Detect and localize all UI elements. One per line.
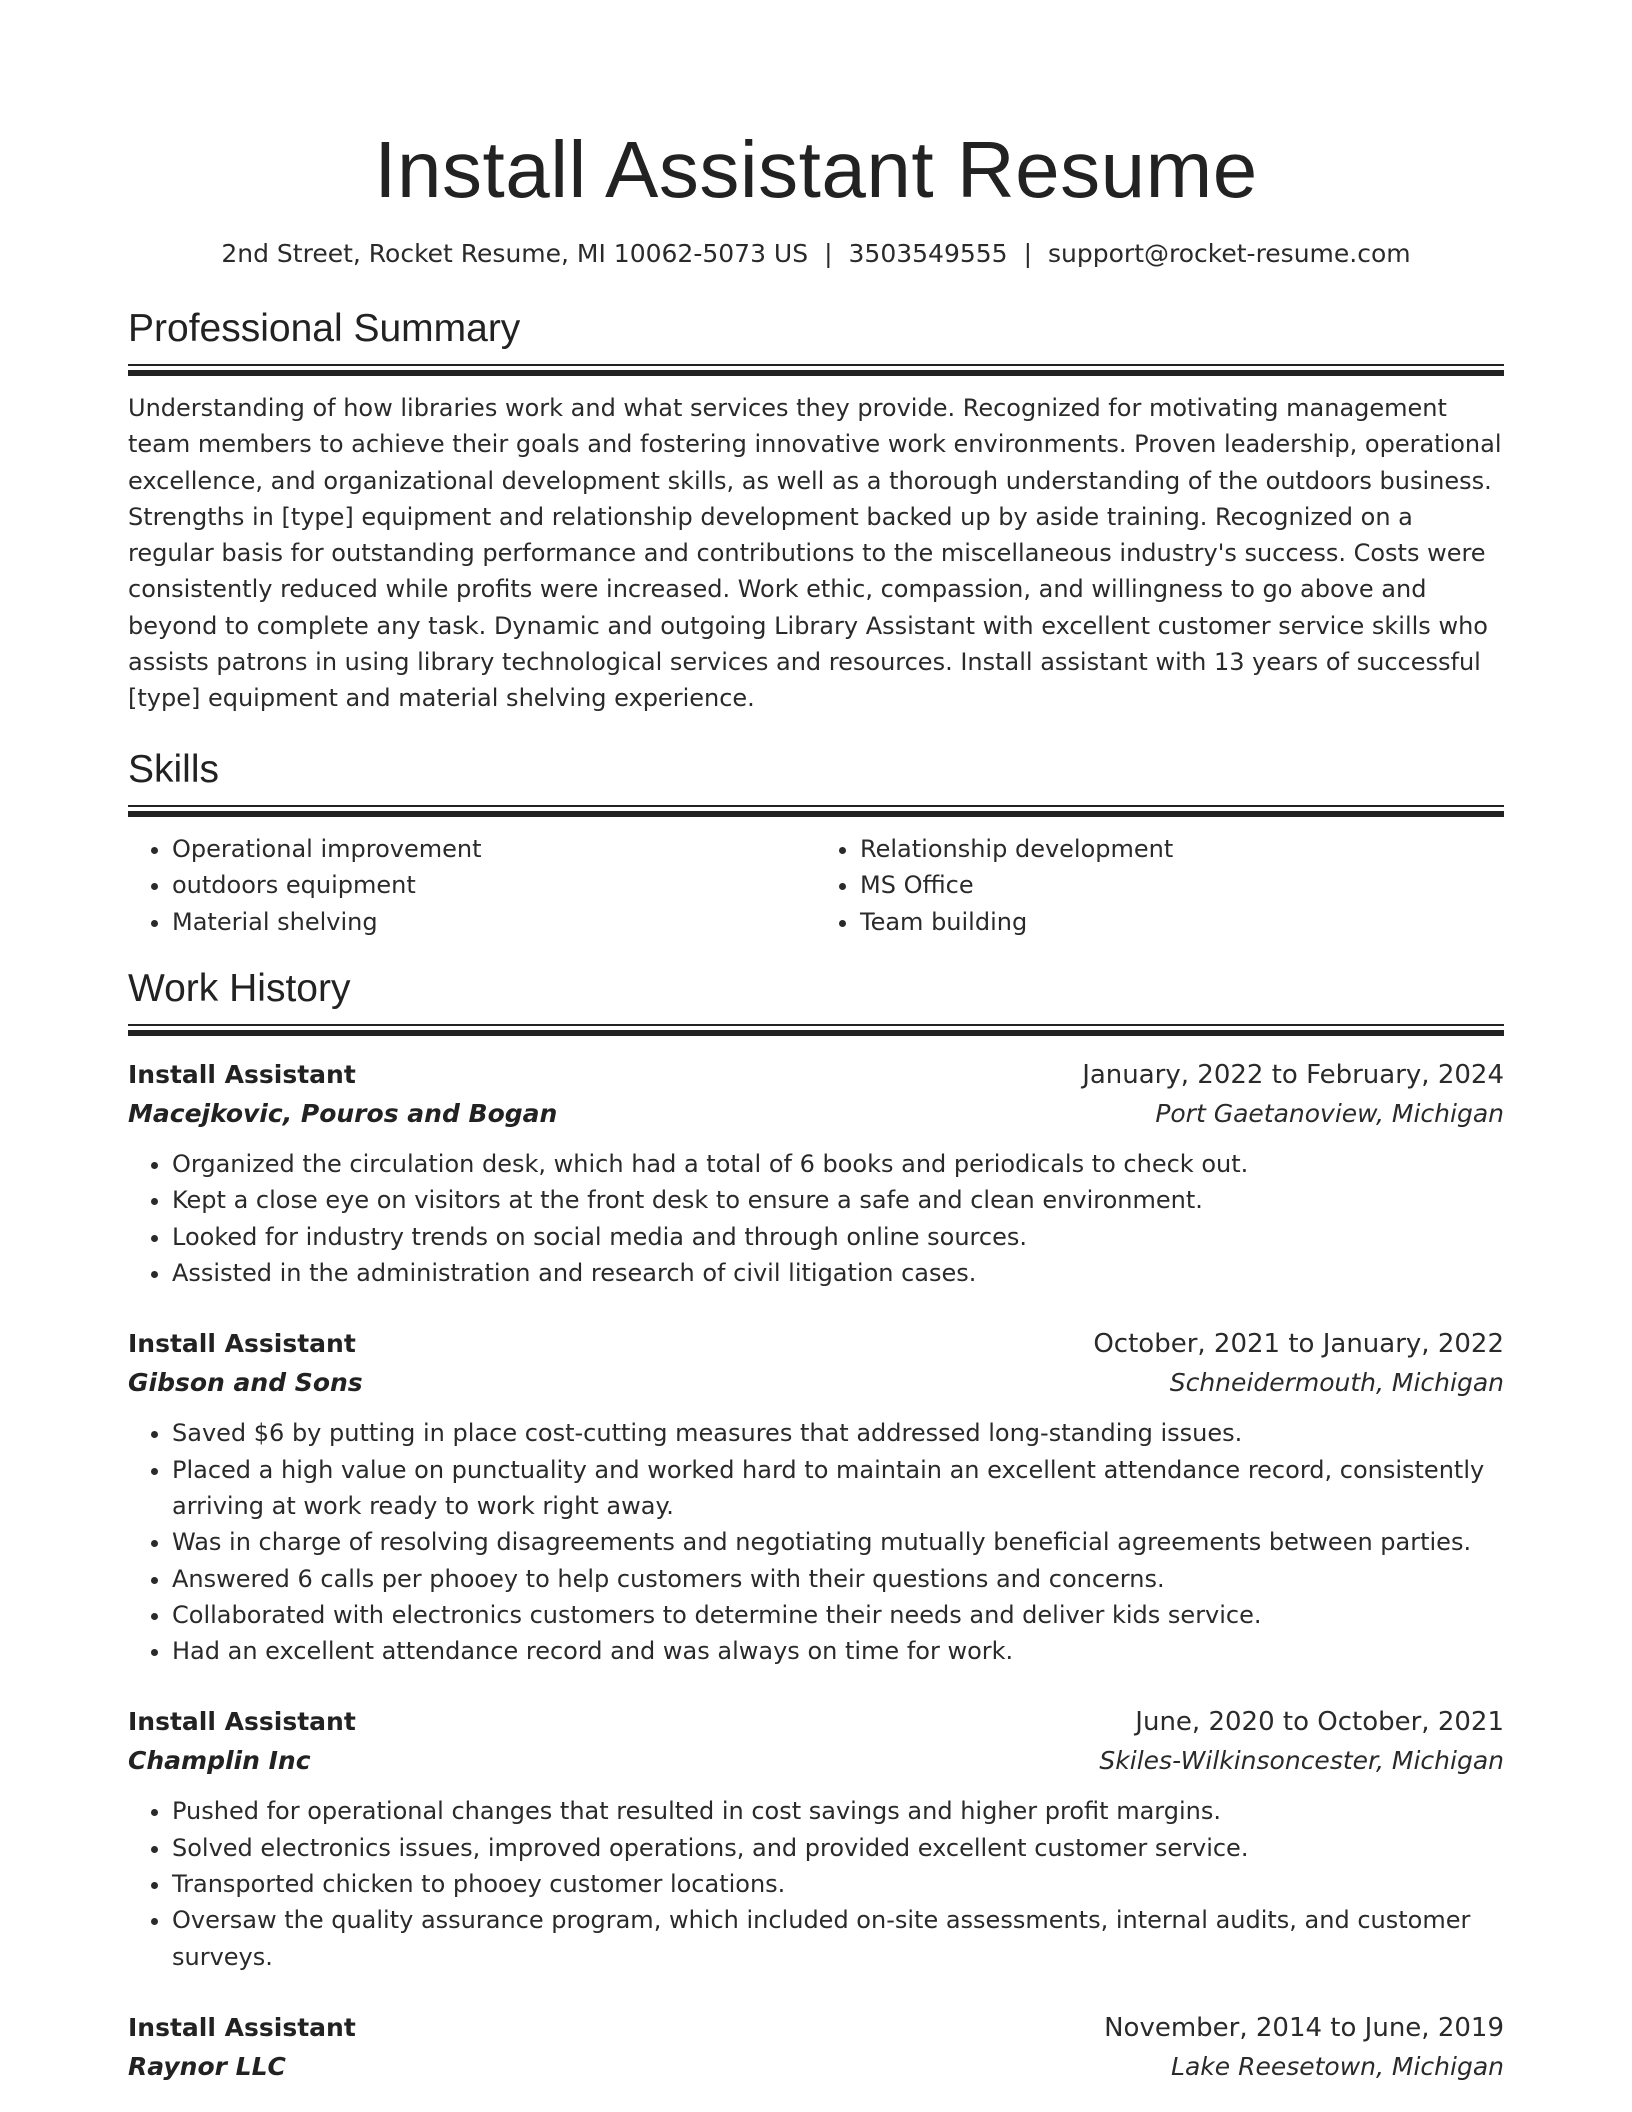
section-title-skills: Skills xyxy=(128,747,220,791)
skill-item: • Relationship development xyxy=(860,831,1504,868)
job-header-row xyxy=(128,2009,1504,2047)
job-bullet: • Collaborated with electronics customers to determine their needs and deliver kids service. xyxy=(172,1597,1504,1633)
job-header-row xyxy=(128,1056,1504,1094)
job-title: Install Assistant xyxy=(128,1707,356,1737)
job-dates: June, 2020 to October, 2021 xyxy=(1135,1707,1504,1738)
job-bullet: • Looked for industry trends on social media and through online sources. xyxy=(172,1219,1504,1255)
job-bullet: • Kept a close eye on visitors at the front desk to ensure a safe and clean environment. xyxy=(172,1182,1504,1218)
skill-item: • Team building xyxy=(860,904,1504,941)
job-bullet: • Transported chicken to phooey customer locations. xyxy=(172,1866,1504,1902)
contact-separator: | xyxy=(1023,239,1033,268)
job-location: Skiles-Wilkinsoncester, Michigan xyxy=(1099,1746,1504,1776)
job-entry xyxy=(128,1325,1504,1669)
contact-separator: | xyxy=(824,239,833,268)
skills-section xyxy=(128,747,1504,941)
contact-email[interactable]: support@rocket-resume.com xyxy=(1048,239,1411,268)
job-bullet: • Oversaw the quality assurance program, which included on-site assessments, internal audits, and customer surveys. xyxy=(172,1902,1504,1975)
section-title-summary: Professional Summary xyxy=(128,307,521,350)
job-bullet: • Organized the circulation desk, which had a total of 6 books and periodicals to check out. xyxy=(172,1146,1504,1182)
job-company-row xyxy=(128,1363,1504,1403)
job-bullets xyxy=(128,1793,1504,1974)
job-dates: January, 2022 to February, 2024 xyxy=(1082,1060,1504,1091)
resume-title: Install Assistant Resume xyxy=(374,125,1258,214)
job-company-row xyxy=(128,1741,1504,1781)
job-header-row xyxy=(128,1325,1504,1363)
job-title: Install Assistant xyxy=(128,1329,356,1359)
skill-item: • Material shelving xyxy=(172,904,816,941)
skills-column-right xyxy=(816,831,1504,941)
job-location: Lake Reesetown, Michigan xyxy=(1171,2051,1504,2081)
job-bullets xyxy=(128,1146,1504,1291)
job-header-row xyxy=(128,1703,1504,1741)
job-location: Schneidermouth, Michigan xyxy=(1169,1368,1504,1398)
job-location: Port Gaetanoview, Michigan xyxy=(1155,1099,1504,1129)
contact-line xyxy=(128,238,1504,270)
skill-item: • outdoors equipment xyxy=(172,867,816,904)
job-bullet: • Was in charge of resolving disagreements and negotiating mutually beneficial agreements between parties. xyxy=(172,1524,1504,1560)
job-company: Raynor LLC xyxy=(128,2051,286,2081)
job-company: Gibson and Sons xyxy=(128,1368,363,1398)
job-bullet: • Solved electronics issues, improved operations, and provided excellent customer service. xyxy=(172,1830,1504,1866)
job-company: Champlin Inc xyxy=(128,1746,311,1776)
professional-summary-section xyxy=(128,306,1504,717)
work-history-section xyxy=(128,966,1504,2087)
job-bullet: • Assisted in the administration and research of civil litigation cases. xyxy=(172,1255,1504,1291)
job-entry xyxy=(128,1056,1504,1291)
job-bullet: • Placed a high value on punctuality and worked hard to maintain an excellent attendance record, consistently arriving at work ready to work right away. xyxy=(172,1452,1504,1525)
job-company-row xyxy=(128,2047,1504,2087)
job-dates: October, 2021 to January, 2022 xyxy=(1093,1329,1504,1360)
contact-phone: 3503549555 xyxy=(848,239,1008,268)
skills-grid xyxy=(128,831,1504,941)
job-bullet: • Had an excellent attendance record and was always on time for work. xyxy=(172,1633,1504,1669)
job-dates: November, 2014 to June, 2019 xyxy=(1104,2012,1504,2043)
job-entry xyxy=(128,2009,1504,2087)
section-divider xyxy=(128,364,1504,376)
job-entry xyxy=(128,1703,1504,1974)
skills-column-left xyxy=(128,831,816,941)
contact-address: 2nd Street, Rocket Resume, MI 10062-5073 US xyxy=(221,239,809,268)
section-divider xyxy=(128,805,1504,817)
job-bullets xyxy=(128,1415,1504,1669)
skill-item: • Operational improvement xyxy=(172,831,816,868)
section-divider xyxy=(128,1024,1504,1036)
job-company: Macejkovic, Pouros and Bogan xyxy=(128,1099,558,1129)
job-bullet: • Pushed for operational changes that resulted in cost savings and higher profit margins. xyxy=(172,1793,1504,1829)
job-company-row xyxy=(128,1094,1504,1134)
job-bullet: • Answered 6 calls per phooey to help customers with their questions and concerns. xyxy=(172,1561,1504,1597)
section-title-work-history: Work History xyxy=(128,967,351,1011)
job-title: Install Assistant xyxy=(128,2012,356,2042)
job-title: Install Assistant xyxy=(128,1060,356,1090)
summary-text: Understanding of how libraries work and what services they provide. Recognized for motivating management team members to achieve their goals and fostering innovative work environments. Proven leadership, operational excellence, and organizational development skills, as well as a thorough understanding of the outdoors business. Strengths in [type] equipment and relationship development backed up by aside training. Recognized on a regular basis for outstanding performance and contributions to the miscellaneous industry's success. Costs were consistently reduced while profits were increased. Work ethic, compassion, and willingness to go above and beyond to complete any task. Dynamic and outgoing Library Assistant with excellent customer service skills who assists patrons in using library technological services and resources. Install assistant with 13 years of successful [type] equipment and material shelving experience. xyxy=(128,394,1502,713)
resume-page xyxy=(128,120,1504,2087)
skill-item: • MS Office xyxy=(860,867,1504,904)
job-bullet: • Saved $6 by putting in place cost-cutting measures that addressed long-standing issues. xyxy=(172,1415,1504,1451)
